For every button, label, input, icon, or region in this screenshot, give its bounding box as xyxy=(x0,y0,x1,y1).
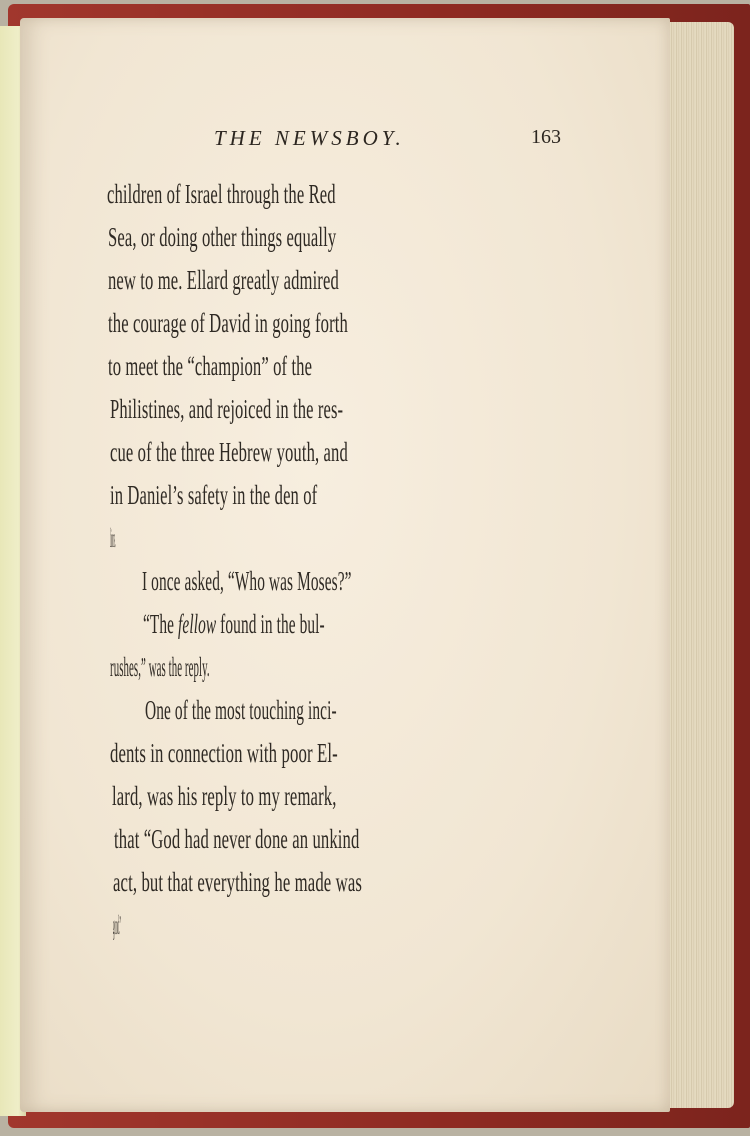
text-line: good.” xyxy=(113,909,121,940)
text-line: to meet the “champion” of the xyxy=(108,350,313,381)
text-line: Sea, or doing other things equally xyxy=(108,221,337,252)
text-line: that “God had never done an unkind xyxy=(114,823,360,854)
text-line: dents in connection with poor El- xyxy=(110,737,338,768)
text-line xyxy=(143,608,567,640)
text-line: lard, was his reply to my remark, xyxy=(112,780,337,811)
text-line: act, but that everything he made was xyxy=(113,866,363,897)
text-line: the courage of David in going forth xyxy=(108,307,348,338)
text-line: new to me. Ellard greatly admired xyxy=(108,264,339,295)
quote-rest: found in the bul- xyxy=(216,608,325,639)
text-line: One of the most touching inci- xyxy=(145,694,337,725)
text-line: rushes,” was the reply. xyxy=(110,651,210,682)
text-line: lions. xyxy=(110,522,116,553)
text-line: cue of the three Hebrew youth, and xyxy=(110,436,348,467)
text-line: I once asked, “Who was Moses?” xyxy=(142,565,352,596)
italic-word: fellow xyxy=(178,608,217,639)
page-number: 163 xyxy=(531,126,561,148)
running-head: THE NEWSBOY. xyxy=(214,126,405,150)
text-line: children of Israel through the Red xyxy=(107,178,336,209)
quote-open: “The xyxy=(143,608,179,639)
text-line: Philistines, and rejoiced in the res- xyxy=(110,393,344,424)
text-line: in Daniel’s safety in the den of xyxy=(110,479,318,510)
